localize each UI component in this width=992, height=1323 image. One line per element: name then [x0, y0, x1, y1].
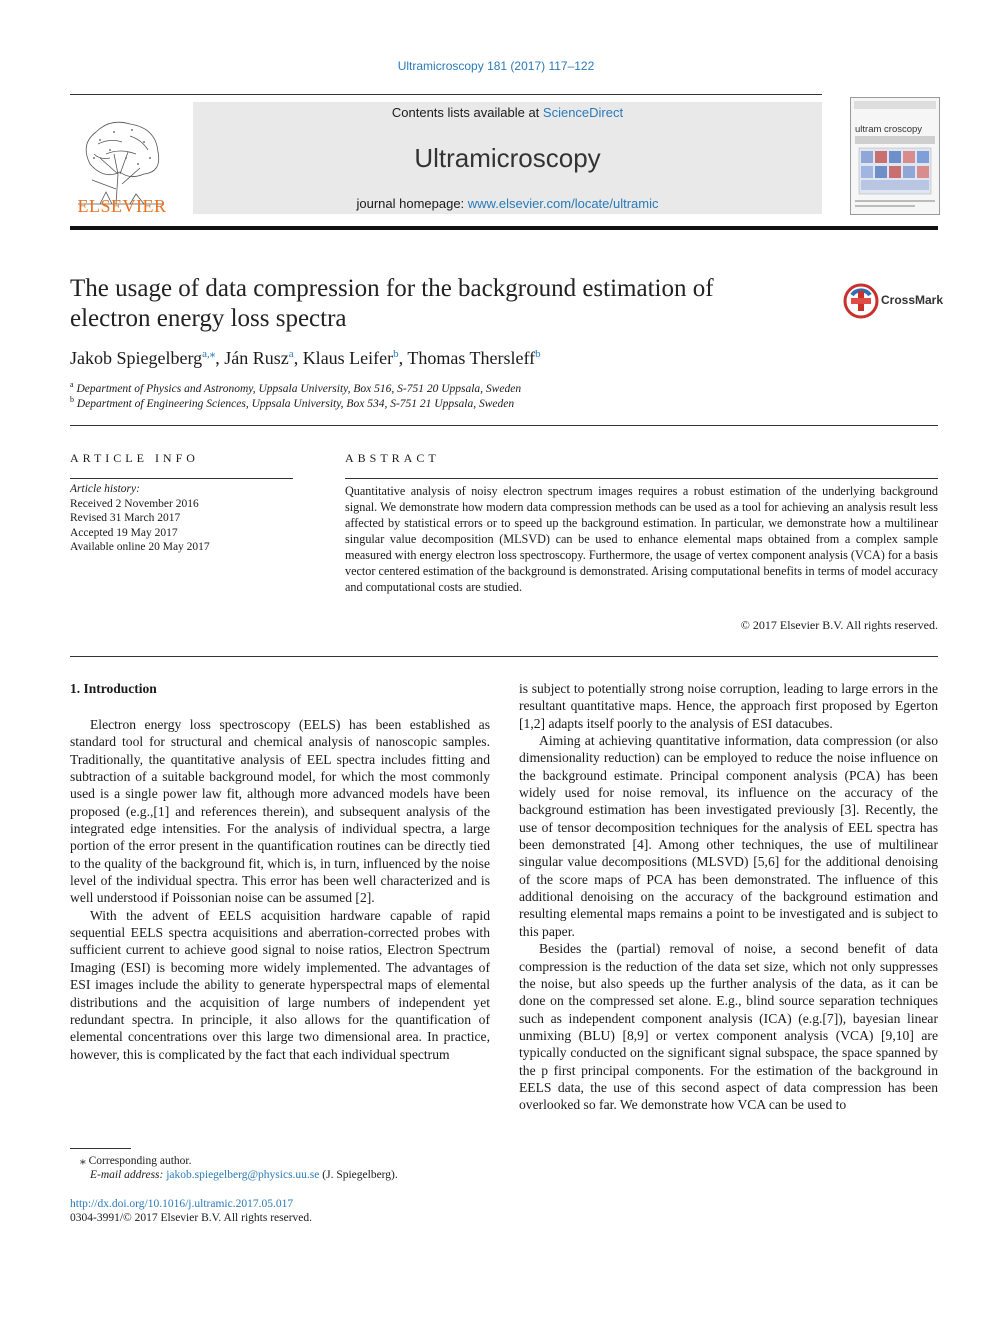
email-suffix: (J. Spiegelberg). [319, 1169, 398, 1181]
contents-line [193, 105, 822, 120]
abstract-copyright: © 2017 Elsevier B.V. All rights reserved. [740, 618, 938, 632]
homepage-prefix: journal homepage: [356, 196, 468, 211]
body-paragraph: Besides the (partial) removal of noise, a second benefit of data compression is the reduction of the data set size, which not only suppresses the noise, but also speeds up the further analysis of the data, as it can be done on the compressed set alone. E.g., blind source separation techniques such as independent component analysis (ICA) (e.g.[7]), bayesian linear unmixing (BLU) [8,9] or vertex component analysis (VCA) [9,10] are typically conducted on the significant signal subspace, the space spanned by the p first principal components. For the estimation of the background in EELS data, the use of this second aspect of data compression has been overlooked so far. We demonstrate how VCA can be used to [519, 941, 938, 1113]
author-affiliation-marker[interactable]: a,⁎ [202, 348, 216, 360]
email-note [90, 1169, 398, 1181]
history-online: Available online 20 May 2017 [70, 541, 210, 553]
homepage-link[interactable]: www.elsevier.com/locate/ultramic [467, 196, 659, 211]
article-info-heading: ARTICLE INFO [70, 451, 199, 465]
body-paragraph: Aiming at achieving quantitative information, data compression (or also dimensionality reduction) can be employed to reduce the noise influence on the background estimate. Principal component analysis (PCA) has been widely used for noise removal, its influence on the accuracy of the background estimation has been investigated previously [3]. Recently, the use of tensor decomposition techniques for the analysis of EEL spectra has been demonstrated [4]. Among other techniques, the use of multilinear singular value decompositions (MLSVD) [5,6] for the additional denoising of the score maps of PCA has been demonstrated. The influence of this additional denoising on the accuracy of the background estimation and resulting elemental maps remains a point to be investigated and is subject to this paper. [519, 733, 938, 939]
history-accepted: Accepted 19 May 2017 [70, 526, 178, 539]
issn-copyright: 0304-3991/© 2017 Elsevier B.V. All rights reserved. [70, 1212, 313, 1224]
body-column-left [70, 716, 490, 1063]
history-revised: Revised 31 March 2017 [70, 512, 181, 524]
affiliation-b [70, 395, 514, 410]
doi-link[interactable]: http://dx.doi.org/10.1016/j.ultramic.2017.05.017 [70, 1198, 294, 1210]
author-affiliation-marker[interactable]: b [535, 348, 541, 360]
footnote-rule [70, 1148, 131, 1149]
crossmark-icon [843, 283, 879, 319]
section-heading-introduction: 1. Introduction [70, 681, 157, 696]
affiliation-marker: a [70, 380, 74, 389]
author-name: Thomas Thersleff [407, 348, 536, 368]
header-bottom-rule [70, 226, 938, 230]
body-top-rule [70, 656, 938, 657]
crossmark-badge[interactable] [843, 283, 943, 319]
journal-title: Ultramicroscopy [414, 143, 601, 173]
author-name: Ján Rusz [224, 348, 289, 368]
author-affiliation-marker[interactable]: a [288, 348, 294, 360]
body-paragraph: With the advent of EELS acquisition hardware capable of rapid sequential EELS spectra acquisitions and aberration-corrected probes with sufficient current to achieve good signal to noise ratios, Electron Spectrum Imaging (ESI) is becoming more widely implemented. The advantages of ESI images include the ability to generate hyperspectral maps of elemental distributions and the acquisition of large numbers of independent yet redundant spectra. In principle, it also allows for the quantification of elemental concentrations over this large two dimensional area. In practice, however, this is complicated by the fact that each individual spectrum [70, 907, 490, 1062]
elsevier-wordmark: ELSEVIER [77, 196, 167, 216]
affiliation-marker: b [70, 395, 74, 404]
body-column-right [519, 680, 938, 1114]
affiliation-rule [70, 425, 938, 426]
abstract-heading: ABSTRACT [345, 451, 440, 465]
body-paragraph: Electron energy loss spectroscopy (EELS) has been established as standard tool for structural and chemical analysis of nanoscopic samples. Traditionally, the quantitative analysis of EEL spectra includes fitting and subtraction of a suitable background model, for which the most commonly used is a single power law fit, although more advanced models have been proposed (e.g.,[1] and references therein), and subsequent analysis of the integrated edge intensities. For the analysis of individual spectra, a large portion of the error present in the quantification routines can be directly tied to the quality of the background fit, which is, in turn, influenced by the noise level of the individual spectra. This error has been well characterized and is well understood if Poissonian noise can be assumed [2]. [70, 717, 490, 906]
body-paragraph: is subject to potentially strong noise corruption, leading to large errors in the resultant quantitative maps. Hence, the approach first proposed by Egerton [1,2] adapts itself poorly to the analysis of ESI datacubes. [519, 681, 938, 731]
corresponding-author-note: ⁎ Corresponding author. [80, 1155, 192, 1167]
article-title: The usage of data compression for the background estimation of electron energy loss spectra [70, 275, 714, 332]
cover-title: ultram croscopy [855, 124, 923, 135]
author-list: Jakob Spiegelberg$^{a,⁎}$, Ján Rusz$^a$, Klaus Leifer$^b$, Thomas Thersleff$^b$ [70, 348, 541, 368]
journal-cover-thumbnail[interactable] [850, 97, 940, 215]
contents-prefix: Contents lists available at [391, 105, 543, 120]
affiliation-text: Department of Engineering Sciences, Uppsala University, Box 534, S-751 21 Uppsala, Sweden [76, 397, 515, 410]
abstract-rule [345, 478, 938, 479]
cover-image-icon [851, 98, 939, 214]
author-name: Jakob Spiegelberg [70, 348, 203, 368]
affiliation-text: Department of Physics and Astronomy, Uppsala University, Box 516, S-751 20 Uppsala, Sweden [76, 382, 522, 395]
crossmark-label: CrossMark [881, 293, 944, 307]
sciencedirect-link[interactable]: ScienceDirect [542, 105, 624, 120]
email-link[interactable]: jakob.spiegelberg@physics.uu.se [166, 1169, 320, 1181]
journal-citation[interactable]: Ultramicroscopy 181 (2017) 117–122 [397, 59, 595, 73]
history-label: Article history: [70, 483, 140, 495]
history-received: Received 2 November 2016 [70, 497, 199, 510]
author-name: Klaus Leifer [302, 348, 394, 368]
email-label: E-mail address: [90, 1169, 167, 1181]
homepage-line [193, 196, 822, 211]
author-affiliation-marker[interactable]: b [393, 348, 399, 360]
abstract-text: Quantitative analysis of noisy electron spectrum images requires a robust estimation of the underlying background signal. We demonstrate how modern data compression methods can be used as a tool for achieving an analysis result less affected by statistical errors or to speed up the background estimation. In particular, we demonstrate how a multilinear singular value decomposition (MLSVD) can be used to enhance elemental maps obtained from a complex sample measured with energy electron loss spectroscopy. Furthermore, the usage of vertex component analysis (VCA) for a basis vector centered estimation of the background is demonstrated. Arising computational benefits in terms of model accuracy and computational costs are studied. [345, 484, 938, 594]
article-history [70, 482, 210, 555]
header-top-rule [70, 94, 822, 95]
affiliation-a [70, 380, 521, 395]
article-info-rule [70, 478, 293, 479]
